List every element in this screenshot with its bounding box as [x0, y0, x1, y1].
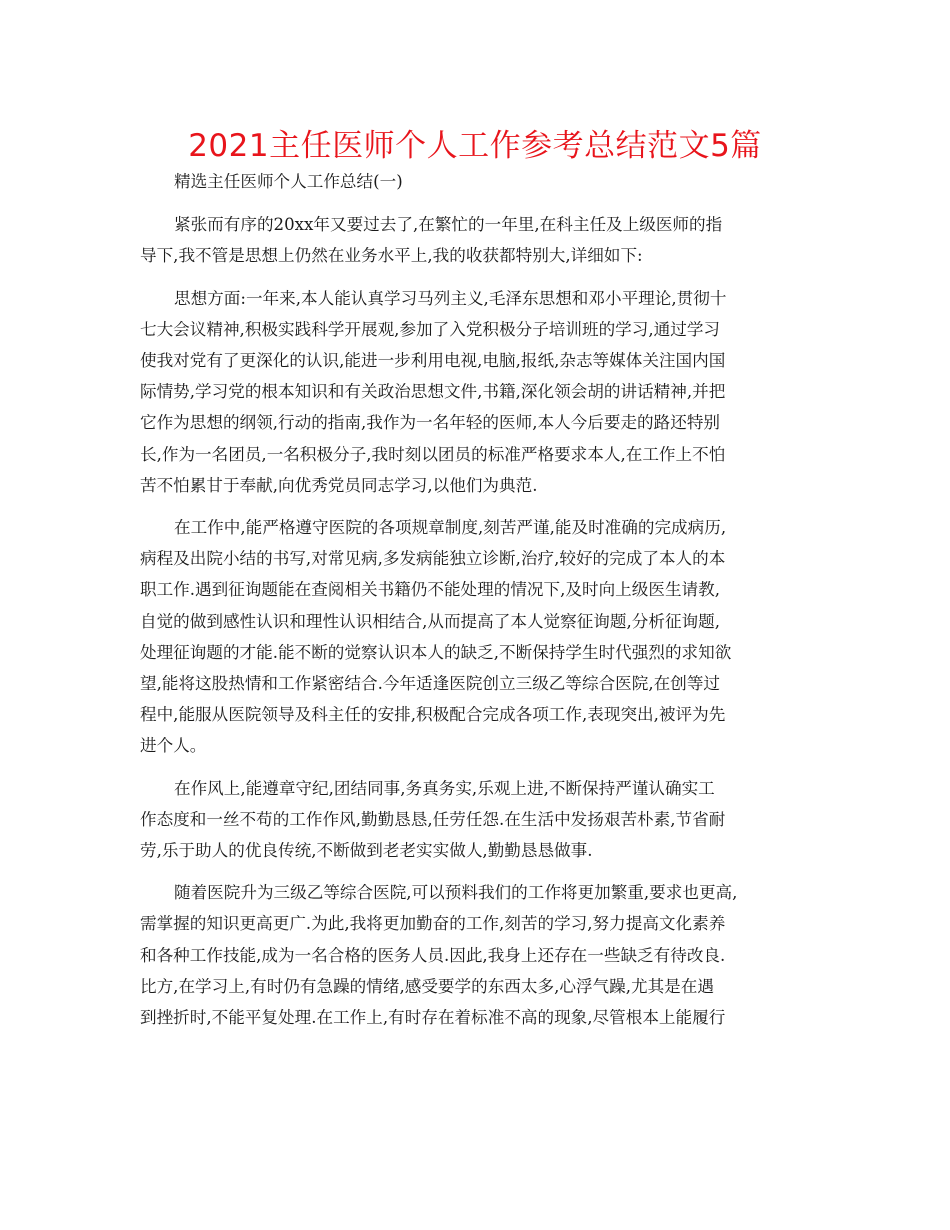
paragraph-outlook: 随着医院升为三级乙等综合医院,可以预料我们的工作将更加繁重,要求也更高, 需掌握的知识更高更广.为此,我将更加勤奋的工作,刻苦的学习,努力提高文化素养 和各种工作技能,成为一名合格的医务人员.因此,我身上还存在一些缺乏有待改良. 比方,在学习上,有时仍有急躁的情绪,感受要学的东西太多,心浮气躁,尤其是在遇 到挫折时,不能平复处理.在工作上,有时存在着标准不高的现象,尽管根本上能履行	[140, 883, 738, 1028]
paragraph-ideology: 思想方面:一年来,本人能认真学习马列主义,毛泽东思想和邓小平理论,贯彻十 七大会议精神,积极实践科学开展观,参加了入党积极分子培训班的学习,通过学习 使我对党有了更深化的认识,能进一步利用电视,电脑,报纸,杂志等媒体关注国内国 际情势,学习党的根本知识和有关政治思想文件,书籍,深化领会胡的讲话精神,并把 它作为思想的纲领,行动的指南,我作为一名年轻的医师,本人今后要走的路还特别 长,作为一名团员,一名积极分子,我时刻以团员的标准严格要求本人,在工作上不怕 苦不怕累甘于奉献,向优秀党员同志学习,以他们为典范.	[140, 288, 727, 495]
section-subtitle: 精选主任医师个人工作总结(一)	[174, 172, 403, 191]
document-title: 2021主任医师个人工作参考总结范文5篇	[188, 128, 762, 164]
paragraph-conduct: 在作风上,能遵章守纪,团结同事,务真务实,乐观上进,不断保持严谨认确实工 作态度和一丝不苟的工作作风,勤勤恳恳,任劳任怨.在生活中发扬艰苦朴素,节省耐 劳,乐于助人的优良传统,不断做到老老实实做人,勤勤恳恳做事.	[140, 778, 726, 861]
paragraph-work: 在工作中,能严格遵守医院的各项规章制度,刻苦严谨,能及时准确的完成病历, 病程及出院小结的书写,对常见病,多发病能独立诊断,治疗,较好的完成了本人的本 职工作.遇到征询题能在查阅相关书籍仍不能处理的情况下,及时向上级医生请教, 自觉的做到感性认识和理性认识相结合,从而提高了本人觉察征询题,分析征询题, 处理征询题的才能.能不断的觉察认识本人的缺乏,不断保持学生时代强烈的求知欲 望,能将这股热情和工作紧密结合.今年适逢医院创立三级乙等综合医院,在创等过 程中,能服从医院领导及科主任的安排,积极配合完成各项工作,表现突出,被评为先 进个人。	[140, 518, 732, 756]
document-body	[140, 166, 816, 1044]
paragraph-intro: 紧张而有序的20xx年又要过去了,在繁忙的一年里,在科主任及上级医师的指 导下,我不管是思想上仍然在业务水平上,我的收获都特别大,详细如下:	[140, 215, 723, 266]
